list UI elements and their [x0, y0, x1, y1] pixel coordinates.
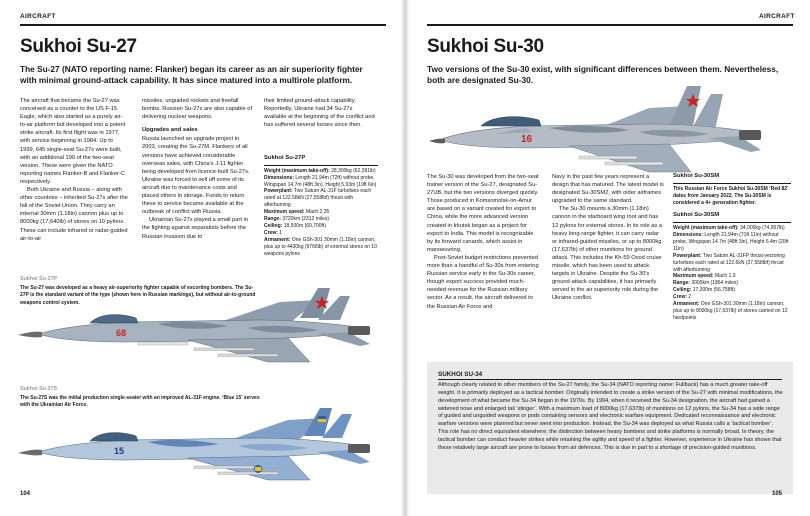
- spec-line: Ceiling: 18,500m (60,700ft): [264, 222, 326, 229]
- spec-line: Armament: One GSh-301 30mm (1.18in) cannon, plus up to 8000kg (17,637lb) of stores carried on 12 hardpoints: [673, 301, 788, 321]
- spec-line: Ceiling: 17,300m (56,758ft): [673, 287, 735, 294]
- caption-body: The Su-27S was the initial production single-seater with an improved AL-31F engine. ‘Blue 15’ serves with the Ukrainian Air Force.: [20, 395, 260, 409]
- spec-rule: [673, 183, 791, 184]
- body-column-1: [427, 173, 539, 311]
- paragraph: The aircraft that became the Su-27 was conceived as a counter to the US F-15 Eagle, which also started as a purely air-to-air platform but developed into a potent strike aircraft. Its first flight was in 1977, with service beginning in 1984. Up to 1999, 645 single-seat Su-27s were built, with an additional 190 of the two-seat version. These were given the NATO reporting names Flanker-B and Flanker-C respectively.: [20, 98, 126, 185]
- paragraph: The Su-30 was developed from the two-seat trainer version of the Su-27, designated Su-27UB, but the two versions diverged quickly. Those produced in Komsomolsk-on-Amur are based on a variant created for export to China, while the more advanced version created in Irkutsk began as a project for export to India. This model is recognizable by its forward canards, which assist in manoeuvring.: [427, 174, 539, 253]
- spec-line: Weight (maximum take-off): 34,000kg (74,957lb): [673, 225, 785, 232]
- spec-line: Powerplant: Two Saturn AL-31FP thrust-vectoring turbofans each rated at 122.6kN (27,558lbf) thrust with afterburning: [673, 252, 785, 273]
- spec-box: [264, 155, 378, 257]
- paragraph: Post-Soviet budget restrictions prevented more than a handful of Su-30s from entering Russian service early in the Su-30s career, though export success provided much-needed revenue for the Russian military sector. As a result, the aircraft delivered to the Russian Air Force and: [427, 254, 539, 310]
- spec-line: Range: 3720km (2312 miles): [264, 216, 330, 223]
- aircraft-number: 68: [116, 328, 127, 338]
- standfirst: Two versions of the Su-30 exist, with significant differences between them. Nevertheless, both are designated Su-30.: [427, 64, 779, 85]
- caption-title: Sukhoi Su-27S: [20, 386, 58, 392]
- spec-title: Sukhoi Su-27P: [264, 155, 306, 161]
- page-title: Sukhoi Su-27: [20, 36, 137, 57]
- paragraph: The Su-30 mounts a 30mm (1.18in) cannon in the starboard wing root and has 12 pylons for external stores. In its role as a heavy long-range fighter, it can carry radar or infrared-guided missiles, or up to 8000kg (17,637lb) of other munitions for ground attack. This includes the Kh-59 Ovod cruise missile, which has been used to attack targets in Ukraine. Despite the Su-30’s ground-attack capabilities, it has primarily served in the air superiority role during the Ukraine conflict.: [552, 206, 663, 302]
- spec-line: Range: 3000km (1864 miles): [673, 280, 739, 287]
- paragraph: their limited ground-attack capability. Reportedly, Ukraine had 34 Su-27s available at the beginning of the conflict and has suffered several losses since then.: [264, 98, 375, 129]
- spec-note: This Russian Air Force Sukhoi Su-30SM ‘Red 82’ dates from January 2022. The Su-30SM is considered a 4+ generation fighter.: [673, 185, 789, 206]
- running-head: AIRCRAFT: [20, 13, 56, 20]
- body-column-3: [264, 97, 376, 129]
- left-page: [0, 0, 403, 516]
- aircraft-number: 15: [114, 446, 125, 456]
- spec-line: Crew: 2: [673, 294, 692, 301]
- right-page: [407, 0, 810, 516]
- paragraph: Ukrainian Su-27s played a small part in the fighting against separatists before the Russian invasion due to: [142, 217, 248, 240]
- caption-body: The Su-27 was developed as a heavy air-superiority fighter capable of escorting bombers. The Su-27P is the standard variant of the type (shown here in Russian markings), but without air-to-ground weapons control system.: [20, 285, 256, 306]
- spec-line: Armament: One GSh-301 30mm (1.18in) cannon, plus up to 4430kg (9766lb) of external stores on 10 weapons pylons: [264, 236, 377, 257]
- page-title: Sukhoi Su-30: [427, 36, 544, 57]
- su27p-illustration: [18, 282, 390, 368]
- page-number: 104: [20, 491, 31, 497]
- body-column-1: [20, 97, 128, 243]
- su27s-illustration: [18, 406, 390, 486]
- spec-line: Dimensions: Length 21.94m (71ft 11in) without probe, Wingspan 14.7m (48ft 3in), Height 6.4m (20ft 11in): [673, 232, 789, 252]
- boxout-rule: [438, 379, 782, 380]
- header-rule: [427, 24, 793, 26]
- paragraph: Russia launched an upgrade project in 2003, creating the Su-27M. Flankers of all versions have achieved considerable overseas sales, with China’s J-11 fighter being developed from licence-built Su-27s. Ukraine was forced to sell off some of its aircraft due to maintenance costs and placed others in storage. Funds to return these to service became available at the outbreak of conflict with Russia.: [142, 136, 250, 216]
- spec-rule: [673, 222, 791, 223]
- su34-boxout: [427, 362, 793, 494]
- spec-title: Sukhoi Su-30SM: [673, 173, 720, 179]
- boxout-body: Although clearly related to other members of the Su-27 family, the Su-34 (NATO reporting name: Fullback) has a much greater take-off weight. It is primarily deployed as a tactical bomber. Originally intended to create a strike version of the Su-27 with minimal modifications, the development of what became the Su-34 began in the 1970s. By 1994, when it received the Su-34 designation, the aircraft had gained a widened nose and enlarged tail ‘stinger’. With a maximum load of 8000kg (17,637lb) of munitions on 12 pylons, the Su-34 has a wide range of guided and unguided weapons or pods containing sensors and electronic warfare equipment. Dedicated reconnaissance and electronic warfare versions were planned but never went into production. Instead, the Su-34 was deployed as what Russia calls a ‘tactical bomber’. This role has no direct equivalent elsewhere; the distinction between heavy bombers and strike platforms is normally broad. In theory, the tactical bomber can conduct heavier strikes while retaining the agility and speed of a fighter. However, experience in Ukraine has shown that these relatively large aircraft are prone to losses from air defences. This is due in part to a shortage of precision-guided munitions.: [438, 382, 783, 451]
- spec-line: Powerplant: Two Saturn AL-31F turbofans each rated at 122.58kN (27,558lbf) thrust with afterburning: [264, 188, 372, 209]
- spec-title: Sukhoi Su-30SM: [673, 212, 720, 219]
- spec-line: Weight (maximum take-off): 28,300kg (62,391lb): [264, 167, 376, 174]
- standfirst: The Su-27 (NATO reporting name: Flanker) began its career as an air superiority fighter with minimal ground-attack capability. It has since matured into a multirole platform.: [20, 64, 363, 85]
- running-head: AIRCRAFT: [759, 13, 795, 20]
- body-column-2: [142, 97, 254, 241]
- paragraph: missiles, unguided rockets and freefall bombs. Russian Su-27s are also capable of delivering nuclear weapons.: [142, 98, 253, 121]
- subheading: Upgrades and sales: [142, 127, 198, 134]
- aircraft-number: 16: [521, 134, 533, 145]
- page-number: 105: [772, 491, 783, 497]
- paragraph: Both Ukraine and Russia – along with other countries – inherited Su-27s after the fall of the Soviet Union. They carry an internal 30mm (1.18in) cannon plus up to 8000kg (17,640lb) of stores on 10 pylons. These can include infrared or radar-guided air-to-air: [20, 187, 128, 242]
- spec-rule: [264, 165, 378, 166]
- paragraph: Navy in the past few years represent a design that has matured. The latest model is designated Su-30SM2, with older airframes upgraded to the same standard.: [552, 174, 664, 205]
- caption-title: Sukhoi Su-27P: [20, 276, 58, 282]
- spec-line: Maximum speed: Mach 2.35: [264, 209, 330, 216]
- spec-line: Dimensions: Length 21.94m (72ft) without probe, Wingspan 14.7m (48ft 3in), Height 5.93m (19ft 6in): [264, 174, 377, 188]
- spec-line: Maximum speed: Mach 1.9: [673, 273, 736, 280]
- boxout-title: SUKHOI SU-34: [438, 371, 483, 378]
- header-rule: [20, 24, 386, 26]
- body-column-2: [552, 173, 664, 303]
- spec-line: Crew: 1: [264, 229, 283, 236]
- spec-box: [673, 173, 791, 322]
- su30sm-illustration: [429, 78, 799, 178]
